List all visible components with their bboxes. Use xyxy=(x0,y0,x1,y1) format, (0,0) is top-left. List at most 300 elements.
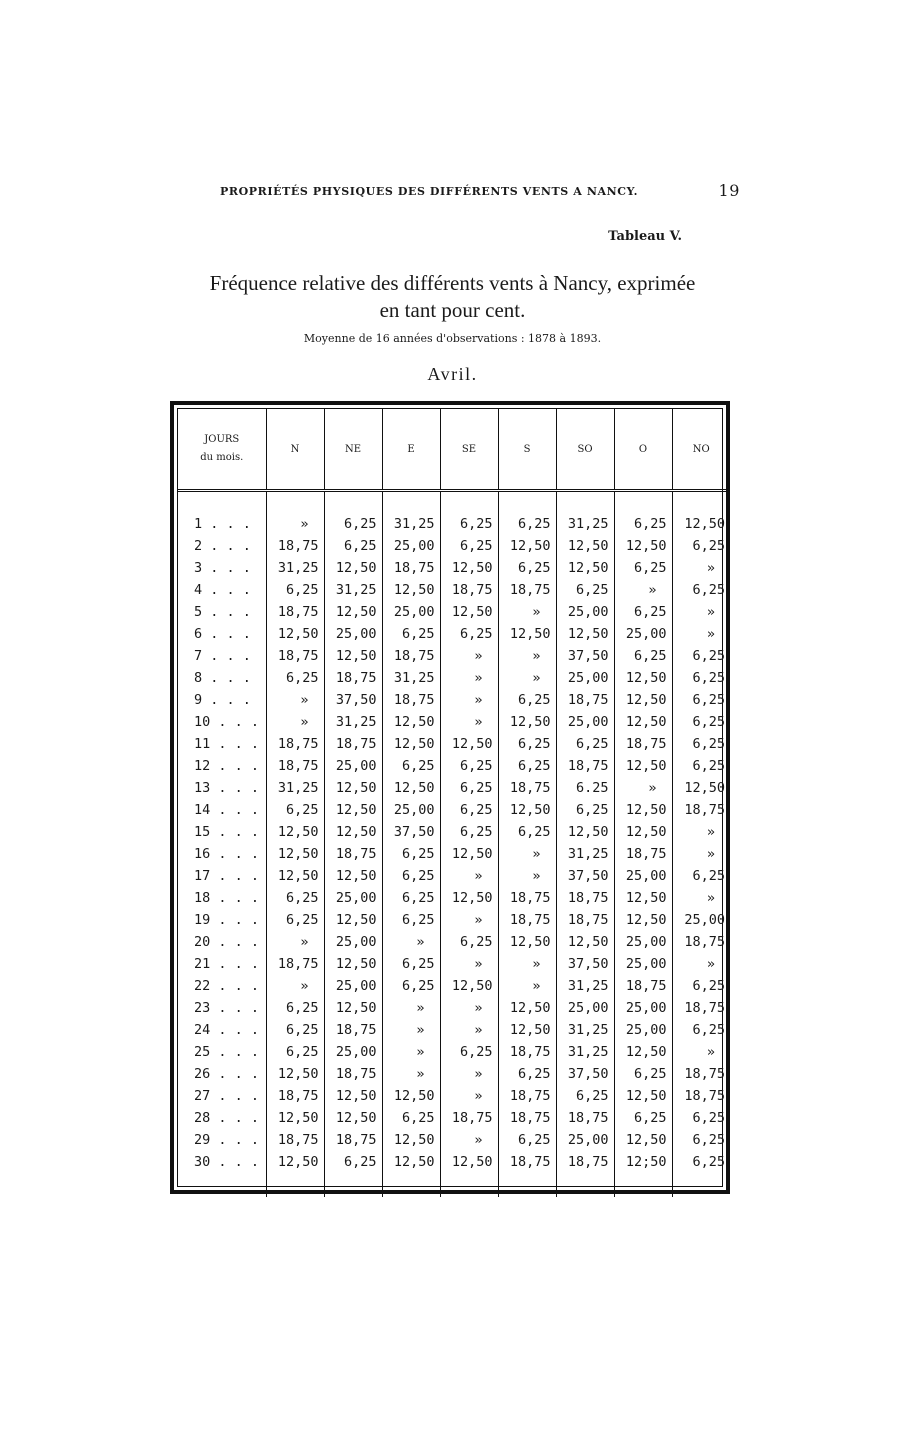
value-cell xyxy=(556,579,614,601)
value-text: 18,75 xyxy=(625,736,667,752)
value-cell xyxy=(266,491,324,536)
value-text: 25,00 xyxy=(393,604,435,620)
value-text: 12,50 xyxy=(335,560,377,576)
day-cell: 21 . . . xyxy=(194,956,260,972)
value-text: 12,50 xyxy=(625,714,667,730)
value-cell xyxy=(556,645,614,667)
value-text: 12,50 xyxy=(335,1000,377,1016)
table-title xyxy=(180,270,725,324)
value-cell xyxy=(440,843,498,865)
value-text: 18,75 xyxy=(451,1110,493,1126)
value-cell xyxy=(440,1151,498,1173)
value-text: 6,25 xyxy=(459,934,493,950)
day-cell: 5 . . . xyxy=(194,604,251,620)
value-cell xyxy=(614,865,672,887)
value-text: 6,25 xyxy=(633,1066,667,1082)
value-cell xyxy=(556,777,614,799)
day-cell: 12 . . . xyxy=(194,758,260,774)
value-cell xyxy=(382,711,440,733)
value-text: 6,25 xyxy=(401,1110,435,1126)
spacer-cell xyxy=(266,1173,324,1197)
value-cell xyxy=(324,579,382,601)
value-cell xyxy=(498,887,556,909)
value-text: 18,75 xyxy=(335,1132,377,1148)
day-cell: 3 . . . xyxy=(194,560,251,576)
value-text: 6,25 xyxy=(517,758,551,774)
value-text: » xyxy=(474,1132,483,1148)
value-cell xyxy=(672,799,730,821)
value-cell xyxy=(324,975,382,997)
value-cell xyxy=(498,733,556,755)
value-cell xyxy=(672,1151,730,1173)
value-cell xyxy=(556,909,614,931)
value-cell xyxy=(672,733,730,755)
value-cell xyxy=(614,1151,672,1173)
value-text: 25,00 xyxy=(625,1000,667,1016)
value-text: 31,25 xyxy=(393,670,435,686)
value-text: 6,25 xyxy=(692,1022,725,1038)
value-text: 6,25 xyxy=(285,1044,319,1060)
value-text: 18,75 xyxy=(509,1044,551,1060)
value-cell xyxy=(382,623,440,645)
value-cell xyxy=(324,491,382,536)
value-text: 18,75 xyxy=(509,1154,551,1170)
value-text: 12,50 xyxy=(567,538,609,554)
table-row xyxy=(178,975,730,997)
value-text: 6,25 xyxy=(459,538,493,554)
value-cell xyxy=(266,777,324,799)
value-text: 6,25 xyxy=(633,648,667,664)
table-row xyxy=(178,733,730,755)
value-cell xyxy=(440,491,498,536)
value-text: 12,50 xyxy=(567,824,609,840)
value-cell xyxy=(382,1063,440,1085)
value-cell xyxy=(556,865,614,887)
value-text: 18,75 xyxy=(567,890,609,906)
value-cell xyxy=(614,689,672,711)
value-text: » xyxy=(416,1022,425,1038)
value-text: 18,75 xyxy=(335,1066,377,1082)
value-text: 12;50 xyxy=(625,1154,667,1170)
value-cell xyxy=(324,997,382,1019)
value-cell xyxy=(324,1063,382,1085)
value-text: » xyxy=(706,604,715,620)
spacer-cell xyxy=(382,1173,440,1197)
value-cell xyxy=(382,1041,440,1063)
value-cell xyxy=(614,579,672,601)
value-cell xyxy=(498,535,556,557)
value-text: 6,25 xyxy=(459,758,493,774)
value-text: 12,50 xyxy=(393,780,435,796)
column-header-so: SO xyxy=(556,409,614,491)
value-text: 12,50 xyxy=(335,802,377,818)
value-text: 6,25 xyxy=(692,692,725,708)
value-text: 6,25 xyxy=(285,1000,319,1016)
value-text: 12,50 xyxy=(277,1110,319,1126)
value-text: 6,25 xyxy=(692,758,725,774)
value-cell xyxy=(382,1085,440,1107)
value-text: 6,25 xyxy=(459,516,493,532)
value-text: 18,75 xyxy=(509,582,551,598)
value-text: 25,00 xyxy=(625,956,667,972)
value-cell xyxy=(614,931,672,953)
table-row xyxy=(178,689,730,711)
value-text: 25,00 xyxy=(625,868,667,884)
value-cell xyxy=(440,931,498,953)
value-cell xyxy=(498,843,556,865)
value-text: 12,50 xyxy=(625,1044,667,1060)
value-cell xyxy=(672,887,730,909)
value-text: 37,50 xyxy=(567,868,609,884)
value-cell xyxy=(614,755,672,777)
value-text: » xyxy=(474,868,483,884)
value-text: 18,75 xyxy=(277,736,319,752)
value-cell xyxy=(382,601,440,623)
value-text: 12,50 xyxy=(451,890,493,906)
value-text: 12,50 xyxy=(451,604,493,620)
value-text: » xyxy=(532,868,541,884)
day-cell: 26 . . . xyxy=(194,1066,260,1082)
value-text: 12,50 xyxy=(451,736,493,752)
value-cell xyxy=(672,601,730,623)
table-row xyxy=(178,997,730,1019)
value-cell xyxy=(556,997,614,1019)
value-cell xyxy=(556,535,614,557)
value-cell xyxy=(382,953,440,975)
value-cell xyxy=(382,887,440,909)
month-heading: Avril. xyxy=(427,364,478,384)
value-cell xyxy=(324,821,382,843)
value-cell xyxy=(266,821,324,843)
table-row xyxy=(178,1107,730,1129)
value-text: 12,50 xyxy=(509,626,551,642)
spacer-cell xyxy=(178,1173,266,1197)
value-text: 18,75 xyxy=(509,780,551,796)
value-cell xyxy=(556,1107,614,1129)
value-cell xyxy=(614,887,672,909)
value-cell xyxy=(382,821,440,843)
value-text: 25,00 xyxy=(393,538,435,554)
value-text: 12,50 xyxy=(625,1132,667,1148)
value-cell xyxy=(672,1041,730,1063)
value-text: 18,75 xyxy=(567,912,609,928)
value-cell xyxy=(672,953,730,975)
value-text: 12,50 xyxy=(335,868,377,884)
value-cell xyxy=(440,535,498,557)
value-text: 18,75 xyxy=(567,758,609,774)
value-cell xyxy=(556,623,614,645)
value-text: 25,00 xyxy=(684,912,725,928)
value-text: » xyxy=(474,714,483,730)
value-text: 6,25 xyxy=(343,538,377,554)
value-text: 12,50 xyxy=(625,890,667,906)
column-header-s: S xyxy=(498,409,556,491)
value-cell xyxy=(440,865,498,887)
column-header-ne: NE xyxy=(324,409,382,491)
spacer-cell xyxy=(614,1173,672,1197)
value-text: 12,50 xyxy=(625,912,667,928)
value-cell xyxy=(324,1107,382,1129)
day-cell: 29 . . . xyxy=(194,1132,260,1148)
value-text: 12,50 xyxy=(277,824,319,840)
value-cell xyxy=(382,689,440,711)
value-text: 18,75 xyxy=(277,648,319,664)
value-cell xyxy=(440,667,498,689)
value-cell xyxy=(556,1085,614,1107)
table-row xyxy=(178,953,730,975)
day-header-line2: du mois. xyxy=(200,452,244,463)
value-text: 6,25 xyxy=(401,912,435,928)
value-text: 12,50 xyxy=(451,1154,493,1170)
day-cell: 11 . . . xyxy=(194,736,260,752)
value-text: 6,25 xyxy=(401,868,435,884)
value-cell xyxy=(556,491,614,536)
value-cell xyxy=(266,733,324,755)
value-cell xyxy=(614,557,672,579)
day-cell: 22 . . . xyxy=(194,978,260,994)
value-text: » xyxy=(474,1000,483,1016)
table-frame xyxy=(170,401,730,1194)
value-text: 12,50 xyxy=(335,1088,377,1104)
value-text: 6,25 xyxy=(401,978,435,994)
value-text: » xyxy=(706,824,715,840)
table-row xyxy=(178,645,730,667)
value-text: » xyxy=(474,670,483,686)
value-text: 12,50 xyxy=(277,846,319,862)
table-row xyxy=(178,755,730,777)
value-text: 6,25 xyxy=(692,978,725,994)
value-cell xyxy=(382,1019,440,1041)
value-text: 6,25 xyxy=(401,956,435,972)
value-text: 18,75 xyxy=(451,582,493,598)
day-cell: 7 . . . xyxy=(194,648,251,664)
value-cell xyxy=(382,645,440,667)
value-text: 25,00 xyxy=(625,1022,667,1038)
value-cell xyxy=(498,711,556,733)
value-cell xyxy=(614,799,672,821)
value-text: 12,50 xyxy=(509,802,551,818)
value-cell xyxy=(266,931,324,953)
value-text: 6,25 xyxy=(401,890,435,906)
value-cell xyxy=(498,1085,556,1107)
value-cell xyxy=(498,865,556,887)
value-text: 6,25 xyxy=(633,516,667,532)
value-cell xyxy=(556,1151,614,1173)
value-text: 31,25 xyxy=(567,846,609,862)
value-cell xyxy=(498,953,556,975)
day-cell: 19 . . . xyxy=(194,912,260,928)
value-text: 31,25 xyxy=(567,1044,609,1060)
value-text: 6,25 xyxy=(633,1110,667,1126)
value-cell xyxy=(382,535,440,557)
spacer-cell xyxy=(498,1173,556,1197)
value-cell xyxy=(672,1129,730,1151)
value-cell xyxy=(382,579,440,601)
value-cell xyxy=(324,1085,382,1107)
value-cell xyxy=(614,1107,672,1129)
value-cell xyxy=(440,1063,498,1085)
value-text: 18,75 xyxy=(684,802,725,818)
value-cell xyxy=(266,1151,324,1173)
table-row xyxy=(178,887,730,909)
value-text: 18,75 xyxy=(567,1154,609,1170)
value-cell xyxy=(672,645,730,667)
value-text: 18,75 xyxy=(335,736,377,752)
column-header-e: E xyxy=(382,409,440,491)
day-cell: 30 . . . xyxy=(194,1154,260,1170)
value-text: » xyxy=(474,1066,483,1082)
value-cell xyxy=(266,799,324,821)
value-cell xyxy=(614,975,672,997)
day-cell: 20 . . . xyxy=(194,934,260,950)
running-title: PROPRIÉTÉS PHYSIQUES DES DIFFÉRENTS VENTS A NANCY. xyxy=(220,185,639,198)
value-cell xyxy=(440,601,498,623)
value-cell xyxy=(266,623,324,645)
value-text: 18,75 xyxy=(277,538,319,554)
value-text: 6,25 xyxy=(401,846,435,862)
value-cell xyxy=(382,975,440,997)
value-text: 25,00 xyxy=(625,934,667,950)
value-cell xyxy=(440,689,498,711)
value-text: 31,25 xyxy=(277,560,319,576)
value-text: » xyxy=(706,560,715,576)
value-text: 6,25 xyxy=(692,582,725,598)
table-row xyxy=(178,1151,730,1173)
value-text: » xyxy=(416,1066,425,1082)
value-cell xyxy=(266,953,324,975)
value-text: 18,75 xyxy=(335,1022,377,1038)
table-row xyxy=(178,601,730,623)
value-text: 6,25 xyxy=(692,670,725,686)
value-cell xyxy=(498,557,556,579)
value-text: » xyxy=(300,516,309,532)
value-cell xyxy=(382,733,440,755)
value-text: 31,25 xyxy=(567,1022,609,1038)
value-text: 12,50 xyxy=(393,582,435,598)
day-cell: 15 . . . xyxy=(194,824,260,840)
value-cell xyxy=(440,997,498,1019)
value-cell xyxy=(382,1129,440,1151)
value-cell xyxy=(498,623,556,645)
value-cell xyxy=(324,755,382,777)
day-cell: 24 . . . xyxy=(194,1022,260,1038)
value-cell xyxy=(614,535,672,557)
value-text: 12,50 xyxy=(393,714,435,730)
value-cell xyxy=(556,931,614,953)
value-cell xyxy=(614,1019,672,1041)
value-cell xyxy=(324,733,382,755)
value-cell xyxy=(498,997,556,1019)
value-text: 12,50 xyxy=(277,1154,319,1170)
value-text: 18,75 xyxy=(393,648,435,664)
value-cell xyxy=(266,1041,324,1063)
value-cell xyxy=(324,689,382,711)
value-text: 25,00 xyxy=(335,934,377,950)
value-cell xyxy=(266,579,324,601)
table-row xyxy=(178,777,730,799)
table-row xyxy=(178,843,730,865)
value-cell xyxy=(498,1107,556,1129)
value-cell xyxy=(614,843,672,865)
value-text: 6,25 xyxy=(285,670,319,686)
spacer-cell xyxy=(672,1173,730,1197)
value-cell xyxy=(324,843,382,865)
value-text: 12,50 xyxy=(335,604,377,620)
value-text: » xyxy=(648,780,657,796)
value-text: 6,25 xyxy=(285,1022,319,1038)
value-cell xyxy=(266,975,324,997)
table-row xyxy=(178,579,730,601)
value-cell xyxy=(556,843,614,865)
value-cell xyxy=(556,601,614,623)
value-cell xyxy=(440,799,498,821)
table-title-line1: Fréquence relative des différents vents à Nancy, exprimée xyxy=(209,271,696,295)
value-cell xyxy=(266,865,324,887)
value-cell xyxy=(324,931,382,953)
value-cell xyxy=(614,953,672,975)
day-cell: 10 . . . xyxy=(194,714,260,730)
value-text: 25,00 xyxy=(625,626,667,642)
value-text: » xyxy=(706,956,715,972)
value-cell xyxy=(614,491,672,536)
day-cell: 27 . . . xyxy=(194,1088,260,1104)
value-cell xyxy=(266,535,324,557)
value-cell xyxy=(498,689,556,711)
value-text: 6,25 xyxy=(459,1044,493,1060)
value-text: 18,75 xyxy=(567,692,609,708)
value-text: 6,25 xyxy=(285,912,319,928)
value-text: 12,50 xyxy=(277,868,319,884)
value-text: 6,25 xyxy=(692,1110,725,1126)
value-cell xyxy=(614,601,672,623)
table-row xyxy=(178,557,730,579)
value-cell xyxy=(556,1019,614,1041)
value-cell xyxy=(324,865,382,887)
value-cell xyxy=(672,755,730,777)
value-cell xyxy=(382,799,440,821)
value-text: 31,25 xyxy=(567,978,609,994)
value-cell xyxy=(266,667,324,689)
value-cell xyxy=(266,689,324,711)
table-row xyxy=(178,491,730,536)
value-text: 37,50 xyxy=(567,1066,609,1082)
value-cell xyxy=(614,821,672,843)
value-cell xyxy=(498,491,556,536)
value-text: 12,50 xyxy=(567,626,609,642)
value-cell xyxy=(672,711,730,733)
value-cell xyxy=(440,1019,498,1041)
value-text: » xyxy=(474,956,483,972)
value-text: 12,50 xyxy=(335,1110,377,1126)
value-text: 6,25 xyxy=(692,1132,725,1148)
day-column-header xyxy=(178,409,266,491)
value-text: 25,00 xyxy=(567,714,609,730)
value-cell xyxy=(324,887,382,909)
value-cell xyxy=(614,1129,672,1151)
value-text: » xyxy=(706,626,715,642)
value-cell xyxy=(498,777,556,799)
value-text: 25,00 xyxy=(335,626,377,642)
value-text: 6,25 xyxy=(285,582,319,598)
value-text: 12,50 xyxy=(451,560,493,576)
value-text: » xyxy=(416,934,425,950)
value-text: 25,00 xyxy=(567,670,609,686)
value-text: 6,25 xyxy=(692,868,725,884)
value-text: 18,75 xyxy=(335,846,377,862)
value-cell xyxy=(440,1129,498,1151)
value-text: » xyxy=(648,582,657,598)
day-cell: 2 . . . xyxy=(194,538,251,554)
